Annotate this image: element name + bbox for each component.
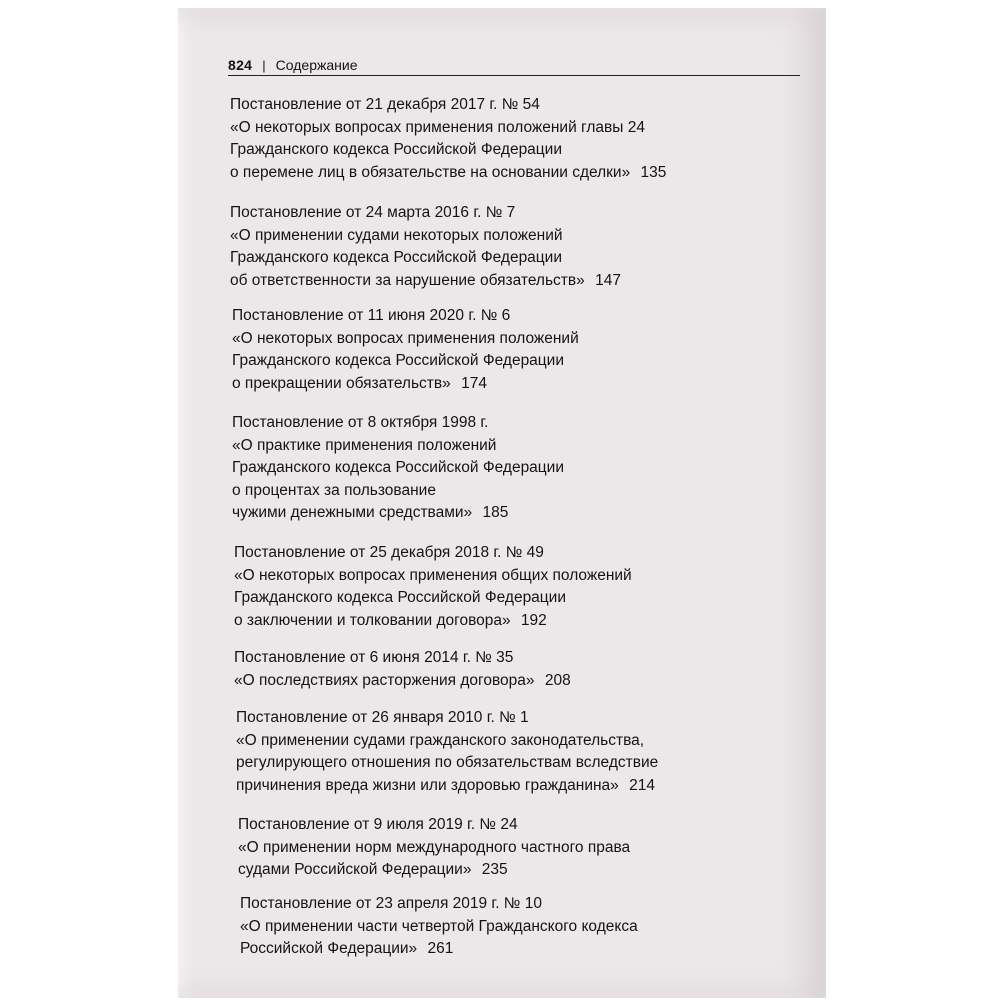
entry-line: Постановление от 25 декабря 2018 г. № 49 <box>234 544 544 561</box>
entry-line: «О практике применения положений <box>232 436 497 454</box>
entry-line: Гражданского кодекса Российской Федерации <box>230 141 563 158</box>
entry-last-line <box>234 610 802 633</box>
entry-last-line <box>230 162 796 185</box>
entry-line: «О последствиях расторжения договора» <box>234 671 535 689</box>
toc-entry <box>230 202 804 292</box>
entry-line: «О применении судами некоторых положений <box>230 226 563 244</box>
entry-line: причинения вреда жизни или здоровью гражданина» <box>236 776 619 794</box>
toc-entry <box>234 542 802 632</box>
toc-entry <box>230 94 796 184</box>
entry-line: Постановление от 23 апреля 2019 г. № 10 <box>240 895 542 912</box>
section-title: Содержание <box>275 57 358 73</box>
entry-last-line <box>234 670 802 693</box>
toc-entry <box>236 707 802 797</box>
toc-entry <box>234 647 802 692</box>
entry-page-number: 261 <box>427 940 454 957</box>
book-page <box>178 8 826 998</box>
entry-page-number: 214 <box>629 776 655 794</box>
entry-last-line <box>236 775 802 798</box>
entry-line: судами Российской Федерации» <box>238 861 472 878</box>
entry-line: Постановление от 26 января 2010 г. № 1 <box>236 709 529 726</box>
toc-entry <box>240 893 806 961</box>
toc-entry <box>232 305 806 395</box>
entry-page-number: 208 <box>544 671 571 689</box>
entry-last-line <box>232 502 804 525</box>
entry-line: Гражданского кодекса Российской Федерации <box>230 249 563 266</box>
entry-last-line <box>232 373 806 396</box>
entry-last-line <box>238 859 804 882</box>
toc-entry <box>238 814 804 882</box>
entry-line: Гражданского кодекса Российской Федерации <box>232 352 565 369</box>
entry-page-number: 174 <box>461 374 487 392</box>
entry-line: Постановление от 9 июля 2019 г. № 24 <box>238 816 518 833</box>
entry-line: Постановление от 21 декабря 2017 г. № 54 <box>230 96 540 113</box>
entry-line: «О применении части четвертой Гражданского кодекса <box>240 917 638 935</box>
toc-entry <box>232 412 804 525</box>
entry-last-line <box>230 270 804 293</box>
running-header <box>228 56 976 75</box>
page-number: 824 <box>228 57 253 73</box>
entry-last-line <box>240 938 806 961</box>
entry-line: регулирующего отношения по обязательствам вследствие <box>236 754 659 771</box>
entry-line: «О некоторых вопросах применения положений главы 24 <box>230 118 645 136</box>
entry-line: Постановление от 8 октября 1998 г. <box>232 414 489 431</box>
entry-page-number: 135 <box>640 163 667 181</box>
entry-page-number: 147 <box>595 271 621 289</box>
entry-line: Постановление от 6 июня 2014 г. № 35 <box>234 649 514 666</box>
entry-line: Гражданского кодекса Российской Федерации <box>232 459 565 476</box>
entry-line: об ответственности за нарушение обязательств» <box>230 271 585 289</box>
entry-line: Российской Федерации» <box>240 940 418 957</box>
entry-line: о прекращении обязательств» <box>232 374 451 392</box>
entry-line: Гражданского кодекса Российской Федерации <box>234 589 567 606</box>
entry-line: о заключении и толковании договора» <box>234 611 511 629</box>
entry-line: Постановление от 24 марта 2016 г. № 7 <box>230 204 516 221</box>
entry-line: о перемене лиц в обязательстве на основании сделки» <box>230 163 631 181</box>
entry-page-number: 192 <box>520 611 547 629</box>
entry-line: «О применении судами гражданского законодательства, <box>236 731 645 749</box>
header-rule <box>228 75 800 76</box>
entry-page-number: 235 <box>481 861 508 878</box>
entry-line: чужими денежными средствами» <box>232 504 473 521</box>
header-separator: | <box>262 58 266 73</box>
entry-line: «О некоторых вопросах применения положений <box>232 329 579 347</box>
entry-line: «О некоторых вопросах применения общих положений <box>234 566 632 584</box>
entry-page-number: 185 <box>482 504 509 521</box>
entry-line: «О применении норм международного частного права <box>238 838 631 856</box>
entry-line: Постановление от 11 июня 2020 г. № 6 <box>232 307 511 324</box>
entry-line: о процентах за пользование <box>232 481 436 499</box>
